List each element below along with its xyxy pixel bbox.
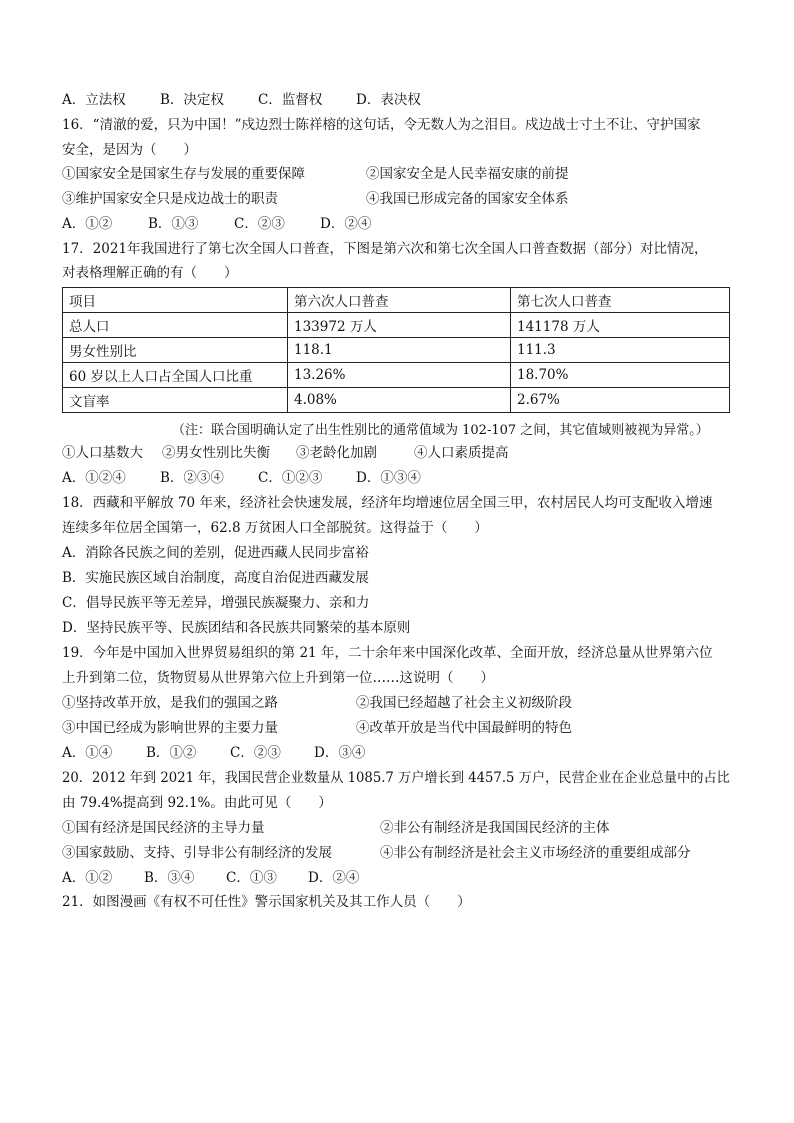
- q20-option-a: A．①②: [62, 870, 113, 886]
- q19-items-row2: [62, 719, 730, 737]
- table-cell: 118.1: [288, 338, 511, 363]
- q15-option-a: A．立法权: [62, 92, 126, 108]
- q19-option-d: D．③④: [314, 745, 366, 761]
- q18-option-b: B．实施民族区域自治制度，高度自治促进西藏发展: [62, 570, 369, 586]
- q20-items-row1: [62, 819, 730, 837]
- q19-item-4: ④改革开放是当代中国最鲜明的特色: [356, 720, 572, 736]
- q17-stem-line1: 17．2021年我国进行了第七次全国人口普查，下图是第六次和第七次全国人口普查数据（部分）对比情况，: [62, 241, 708, 257]
- q20-option-c: C．①③: [226, 870, 277, 886]
- q17-items: [62, 444, 509, 462]
- q20-options: [62, 869, 359, 887]
- q15-option-d: D．表决权: [356, 92, 421, 108]
- q16-options: [62, 215, 371, 233]
- table-cell: 13.26%: [288, 363, 511, 388]
- q19-stem-line1: 19．今年是中国加入世界贸易组织的第 21 年，二十余年来中国深化改革、全面开放，经济总量从世界第六位: [62, 645, 713, 661]
- q17-options: [62, 469, 421, 487]
- q17-option-c: C．①②③: [258, 470, 323, 486]
- q20-item-4: ④非公有制经济是社会主义市场经济的重要组成部分: [380, 845, 691, 861]
- q15-option-c: C．监督权: [258, 92, 323, 108]
- q19-items-row1: [62, 694, 730, 712]
- q17-option-d: D．①③④: [356, 470, 421, 486]
- q15-options: [62, 91, 421, 109]
- q18-stem-line2: 连续多年位居全国第一，62.8 万贫困人口全部脱贫。这得益于（ ）: [62, 520, 488, 536]
- table-row: [63, 338, 730, 363]
- q20-items-row2: [62, 844, 730, 862]
- table-cell: 133972 万人: [288, 313, 511, 338]
- table-header-row: [63, 288, 730, 313]
- q16-option-a: A．①②: [62, 216, 113, 232]
- table-header-cell: 第七次人口普查: [511, 288, 730, 313]
- table-row: [63, 388, 730, 413]
- q19-option-c: C．②③: [230, 745, 281, 761]
- table-row: [63, 363, 730, 388]
- table-note: （注：联合国明确认定了出生性别比的通常值域为 102-107 之间，其它值域则被视为异常。）: [172, 423, 709, 438]
- q16-stem-line2: 安全，是因为（ ）: [62, 142, 197, 158]
- q16-items-row2: [62, 190, 730, 208]
- q20-item-1: ①国有经济是国民经济的主导力量: [62, 820, 265, 836]
- q16-items-row1: [62, 165, 730, 183]
- q20-item-2: ②非公有制经济是我国国民经济的主体: [380, 820, 610, 836]
- q20-option-d: D．②④: [308, 870, 360, 886]
- q17-item-1: ①人口基数大: [62, 445, 143, 461]
- table-cell: 文盲率: [63, 388, 288, 413]
- q18-option-a: A．消除各民族之间的差别，促进西藏人民同步富裕: [62, 545, 369, 561]
- q16-item-4: ④我国已形成完备的国家安全体系: [366, 191, 569, 207]
- q20-stem-line1: 20．2012 年到 2021 年，我国民营企业数量从 1085.7 万户增长到 4457.5 万户，民营企业在企业总量中的占比: [62, 770, 730, 786]
- q16-stem-line1: 16．“清澈的爱，只为中国！”戍边烈士陈祥榕的这句话，令无数人为之泪目。戍边战士寸土不让、守护国家: [62, 117, 701, 133]
- q17-option-b: B．②③④: [160, 470, 224, 486]
- table-row: [63, 313, 730, 338]
- q19-item-2: ②我国已经超越了社会主义初级阶段: [356, 695, 572, 711]
- q17-option-a: A．①②④: [62, 470, 126, 486]
- q15-option-b: B．决定权: [160, 92, 224, 108]
- q19-stem-line2: 上升到第二位，货物贸易从世界第六位上升到第一位……这说明（ ）: [62, 670, 494, 686]
- table-cell: 总人口: [63, 313, 288, 338]
- table-cell: 男女性别比: [63, 338, 288, 363]
- q17-item-4: ④人口素质提高: [414, 445, 509, 461]
- table-cell: 60 岁以上人口占全国人口比重: [63, 363, 288, 388]
- q17-item-2: ②男女性别比失衡: [162, 445, 270, 461]
- table-cell: 111.3: [511, 338, 730, 363]
- table-header-cell: 第六次人口普查: [288, 288, 511, 313]
- q16-option-b: B．①③: [148, 216, 199, 232]
- q19-options: [62, 744, 365, 762]
- table-cell: 141178 万人: [511, 313, 730, 338]
- q16-item-2: ②国家安全是人民幸福安康的前提: [366, 166, 569, 182]
- q16-item-3: ③维护国家安全只是戍边战士的职责: [62, 191, 278, 207]
- q21-stem: 21．如图漫画《有权不可任性》警示国家机关及其工作人员（ ）: [62, 894, 471, 910]
- table-cell: 4.08%: [288, 388, 511, 413]
- q19-option-b: B．①②: [146, 745, 197, 761]
- table-header-cell: 项目: [63, 288, 288, 313]
- q18-stem-line1: 18．西藏和平解放 70 年来，经济社会快速发展，经济年均增速位居全国三甲，农村居民人均可支配收入增速: [62, 495, 713, 511]
- table-cell: 2.67%: [511, 388, 730, 413]
- q18-option-d: D．坚持民族平等、民族团结和各民族共同繁荣的基本原则: [62, 620, 411, 636]
- q17-stem-line2: 对表格理解正确的有（ ）: [62, 265, 238, 281]
- q19-item-3: ③中国已经成为影响世界的主要力量: [62, 720, 278, 736]
- q19-option-a: A．①④: [62, 745, 113, 761]
- q20-option-b: B．③④: [144, 870, 195, 886]
- q18-option-c: C．倡导民族平等无差异，增强民族凝聚力、亲和力: [62, 595, 370, 611]
- census-table: [62, 287, 730, 413]
- q16-option-d: D．②④: [320, 216, 372, 232]
- q20-item-3: ③国家鼓励、支持、引导非公有制经济的发展: [62, 845, 332, 861]
- q17-item-3: ③老龄化加剧: [296, 445, 377, 461]
- q19-item-1: ①坚持改革开放，是我们的强国之路: [62, 695, 278, 711]
- q20-stem-line2: 由 79.4%提高到 92.1%。由此可见（ ）: [62, 795, 332, 811]
- table-cell: 18.70%: [511, 363, 730, 388]
- q16-option-c: C．②③: [234, 216, 285, 232]
- q16-item-1: ①国家安全是国家生存与发展的重要保障: [62, 166, 305, 182]
